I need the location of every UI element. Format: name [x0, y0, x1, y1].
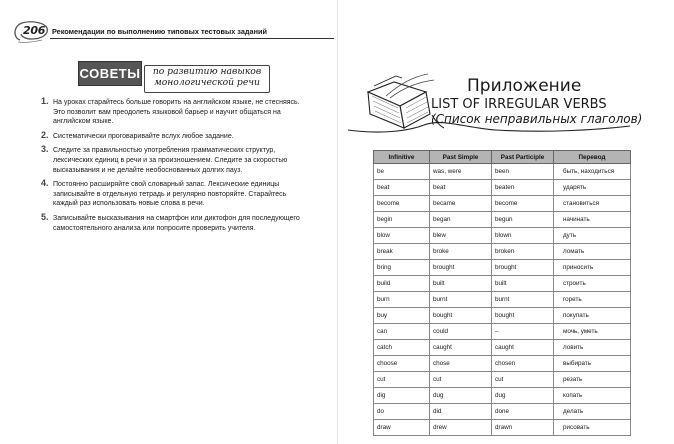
- table-row: [374, 260, 631, 276]
- cell-infinitive: bring: [374, 260, 430, 276]
- tip-number: 5.: [41, 211, 49, 222]
- cell-translation: ударять: [554, 180, 631, 196]
- cell-infinitive: draw: [374, 420, 430, 436]
- tip-item: [41, 129, 306, 142]
- cell-past-simple: did: [430, 404, 492, 420]
- cell-past-simple: burnt: [430, 292, 492, 308]
- table-row: [374, 340, 631, 356]
- tip-text: Постоянно расширяйте свой словарный запас. Лексические единицы записывайте в отдельную тетрадь и регулярно повторяйте. Старайтесь каждый раз использовать новые слова в речи.: [53, 181, 287, 208]
- cell-past-participle: chosen: [492, 356, 554, 372]
- tip-text: Следите за правильностью употребления грамматических структур, лексических единиц в речи и за произношением. Следите за скоростью высказывания и не делайте необоснованных долгих пауз.: [53, 147, 288, 174]
- tips-heading: [78, 61, 268, 91]
- right-page: [338, 0, 674, 444]
- table-row: [374, 308, 631, 324]
- tips-list: [41, 98, 306, 238]
- cell-infinitive: break: [374, 244, 430, 260]
- running-header-title: Рекомендации по выполнению типовых тестовых заданий: [52, 27, 267, 36]
- column-header-translation: Перевод: [554, 151, 631, 164]
- table-header-row: [374, 151, 631, 164]
- table-row: [374, 356, 631, 372]
- cell-past-simple: drew: [430, 420, 492, 436]
- table-row: [374, 404, 631, 420]
- cell-past-participle: been: [492, 164, 554, 180]
- page-number-badge: [12, 18, 50, 44]
- cell-infinitive: build: [374, 276, 430, 292]
- tip-item: [41, 146, 306, 175]
- table-row: [374, 420, 631, 436]
- cell-past-simple: bought: [430, 308, 492, 324]
- cell-past-participle: cut: [492, 372, 554, 388]
- tips-subtitle-line1: по развитию навыков: [152, 66, 262, 77]
- column-header-past-simple: Past Simple: [430, 151, 492, 164]
- cell-past-simple: caught: [430, 340, 492, 356]
- cell-translation: делать: [554, 404, 631, 420]
- table-row: [374, 196, 631, 212]
- cell-past-simple: dug: [430, 388, 492, 404]
- table-row: [374, 244, 631, 260]
- cell-infinitive: dig: [374, 388, 430, 404]
- cell-past-participle: begun: [492, 212, 554, 228]
- cell-past-participle: built: [492, 276, 554, 292]
- cell-past-participle: beaten: [492, 180, 554, 196]
- tip-text: Систематически проговаривайте вслух любое задание.: [53, 132, 234, 140]
- cell-past-participle: bought: [492, 308, 554, 324]
- table-row: [374, 228, 631, 244]
- tip-number: 2.: [41, 129, 49, 140]
- appendix-title: Приложение: [467, 76, 582, 96]
- tip-item: [41, 211, 306, 233]
- cell-past-participle: done: [492, 404, 554, 420]
- cell-infinitive: can: [374, 324, 430, 340]
- tip-text: Записывайте высказывания на смартфон или диктофон для последующего самостоятельного анализа или попросите проверить учителя.: [53, 214, 300, 232]
- cell-translation: быть, находиться: [554, 164, 631, 180]
- cell-infinitive: begin: [374, 212, 430, 228]
- column-header-past-participle: Past Participle: [492, 151, 554, 164]
- cell-infinitive: buy: [374, 308, 430, 324]
- page-header: [12, 18, 334, 44]
- table-row: [374, 324, 631, 340]
- cell-past-participle: brought: [492, 260, 554, 276]
- cell-translation: резать: [554, 372, 631, 388]
- cell-infinitive: become: [374, 196, 430, 212]
- cell-past-participle: burnt: [492, 292, 554, 308]
- cell-infinitive: blow: [374, 228, 430, 244]
- tip-text: На уроках старайтесь больше говорить на английском языке, не стесняясь. Это позволит вам преодолеть языковой барьер и научит общаться на английском языке.: [53, 99, 300, 126]
- tip-number: 4.: [41, 178, 49, 189]
- table-row: [374, 164, 631, 180]
- cell-infinitive: catch: [374, 340, 430, 356]
- tip-item: [41, 180, 306, 209]
- tips-subtitle-box: [144, 65, 270, 93]
- cell-past-participle: dug: [492, 388, 554, 404]
- cell-infinitive: cut: [374, 372, 430, 388]
- cell-translation: мочь, уметь: [554, 324, 631, 340]
- cell-past-simple: built: [430, 276, 492, 292]
- cell-infinitive: burn: [374, 292, 430, 308]
- page-number: 206: [23, 24, 46, 37]
- cell-past-simple: blew: [430, 228, 492, 244]
- cell-translation: выбирать: [554, 356, 631, 372]
- tip-item: [41, 98, 306, 127]
- cell-past-simple: broke: [430, 244, 492, 260]
- tip-number: 1.: [41, 96, 49, 106]
- cell-infinitive: choose: [374, 356, 430, 372]
- cell-past-simple: was, were: [430, 164, 492, 180]
- cell-infinitive: be: [374, 164, 430, 180]
- cell-past-simple: became: [430, 196, 492, 212]
- cell-past-simple: beat: [430, 180, 492, 196]
- cell-past-simple: cut: [430, 372, 492, 388]
- cell-translation: ловить: [554, 340, 631, 356]
- tip-number: 3.: [41, 144, 49, 155]
- tips-subtitle-line2: монологической речи: [154, 77, 260, 88]
- cell-translation: покупать: [554, 308, 631, 324]
- cell-past-participle: drawn: [492, 420, 554, 436]
- table-row: [374, 292, 631, 308]
- irregular-verbs-table: [373, 150, 631, 436]
- cell-translation: становиться: [554, 196, 631, 212]
- cell-translation: копать: [554, 388, 631, 404]
- cell-past-participle: caught: [492, 340, 554, 356]
- cell-translation: гореть: [554, 292, 631, 308]
- cell-infinitive: beat: [374, 180, 430, 196]
- cell-translation: строить: [554, 276, 631, 292]
- cell-past-participle: become: [492, 196, 554, 212]
- cell-past-simple: chose: [430, 356, 492, 372]
- cell-past-simple: began: [430, 212, 492, 228]
- table-row: [374, 180, 631, 196]
- cell-infinitive: do: [374, 404, 430, 420]
- cell-past-participle: –: [492, 324, 554, 340]
- table-row: [374, 212, 631, 228]
- cell-translation: приносить: [554, 260, 631, 276]
- cell-translation: рисовать: [554, 420, 631, 436]
- header-divider: [50, 38, 334, 39]
- table-row: [374, 372, 631, 388]
- cell-translation: начинать: [554, 212, 631, 228]
- tips-title: СОВЕТЫ: [78, 61, 142, 86]
- cell-past-simple: could: [430, 324, 492, 340]
- cell-past-participle: broken: [492, 244, 554, 260]
- appendix-subtitle: LIST OF IRREGULAR VERBS: [431, 97, 607, 112]
- cell-translation: дуть: [554, 228, 631, 244]
- cell-past-participle: blown: [492, 228, 554, 244]
- column-header-infinitive: Infinitive: [374, 151, 430, 164]
- table-row: [374, 388, 631, 404]
- cell-translation: ломать: [554, 244, 631, 260]
- cell-past-simple: brought: [430, 260, 492, 276]
- appendix-subtitle-ru: (Список неправильных глаголов): [431, 112, 643, 126]
- table-row: [374, 276, 631, 292]
